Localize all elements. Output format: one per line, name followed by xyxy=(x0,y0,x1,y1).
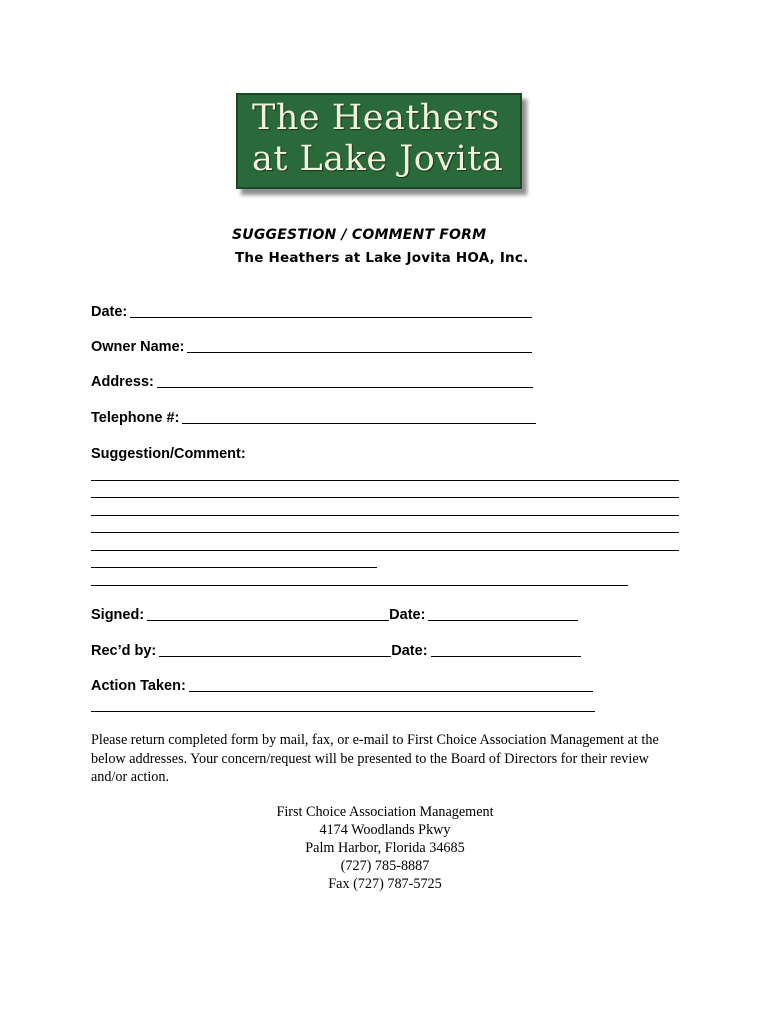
action-taken-blank[interactable] xyxy=(189,679,593,692)
signed-date-blank[interactable] xyxy=(428,608,578,621)
comment-line[interactable] xyxy=(91,550,679,551)
date-field[interactable] xyxy=(91,304,532,320)
recd-date-blank[interactable] xyxy=(431,644,581,657)
date-blank[interactable] xyxy=(130,305,532,318)
comment-line[interactable] xyxy=(91,497,679,498)
telephone-label: Telephone #: xyxy=(91,410,180,426)
logo-line-1: The Heathers xyxy=(252,98,500,138)
signed-date-label: Date: xyxy=(389,607,426,623)
phone-number: (727) 785-8887 xyxy=(340,858,430,874)
street-address: 4174 Woodlands Pkwy xyxy=(319,822,451,838)
company-name: First Choice Association Management xyxy=(276,804,494,820)
signed-label: Signed: xyxy=(91,607,145,623)
fax-number: Fax (727) 787-5725 xyxy=(328,876,442,892)
action-taken-field[interactable] xyxy=(91,678,593,694)
address-blank[interactable] xyxy=(157,375,533,388)
telephone-field[interactable] xyxy=(91,410,536,426)
action-taken-line[interactable] xyxy=(91,711,595,712)
recd-by-blank[interactable] xyxy=(159,644,391,657)
address-field[interactable] xyxy=(91,374,533,390)
signed-blank[interactable] xyxy=(147,608,389,621)
comment-line[interactable] xyxy=(91,515,679,516)
instructions-text: Please return completed form by mail, fax, or e-mail to First Choice Association Management at the below addresses. Your concern/request will be presented to the Board of Directors for their review and/or action. xyxy=(91,732,659,785)
form-subtitle: The Heathers at Lake Jovita HOA, Inc. xyxy=(235,250,529,266)
owner-name-field[interactable] xyxy=(91,339,532,355)
logo xyxy=(236,93,522,189)
form-title: SUGGESTION / COMMENT FORM xyxy=(232,227,487,243)
comment-line[interactable] xyxy=(91,480,679,481)
comment-line[interactable] xyxy=(91,567,377,568)
recd-by-field[interactable] xyxy=(91,643,581,659)
address-label: Address: xyxy=(91,374,154,390)
comment-line[interactable] xyxy=(91,532,679,533)
date-label: Date: xyxy=(91,304,128,320)
signed-field[interactable] xyxy=(91,607,578,623)
recd-by-label: Rec’d by: xyxy=(91,643,157,659)
recd-date-label: Date: xyxy=(391,643,428,659)
owner-name-label: Owner Name: xyxy=(91,339,185,355)
suggestion-field xyxy=(91,446,249,462)
city-state-zip: Palm Harbor, Florida 34685 xyxy=(305,840,465,856)
owner-name-blank[interactable] xyxy=(187,340,532,353)
logo-line-2: at Lake Jovita xyxy=(252,139,504,179)
comment-line[interactable] xyxy=(91,585,628,586)
contact-address xyxy=(220,803,550,893)
action-taken-label: Action Taken: xyxy=(91,678,186,694)
telephone-blank[interactable] xyxy=(182,411,536,424)
suggestion-label: Suggestion/Comment: xyxy=(91,446,246,462)
